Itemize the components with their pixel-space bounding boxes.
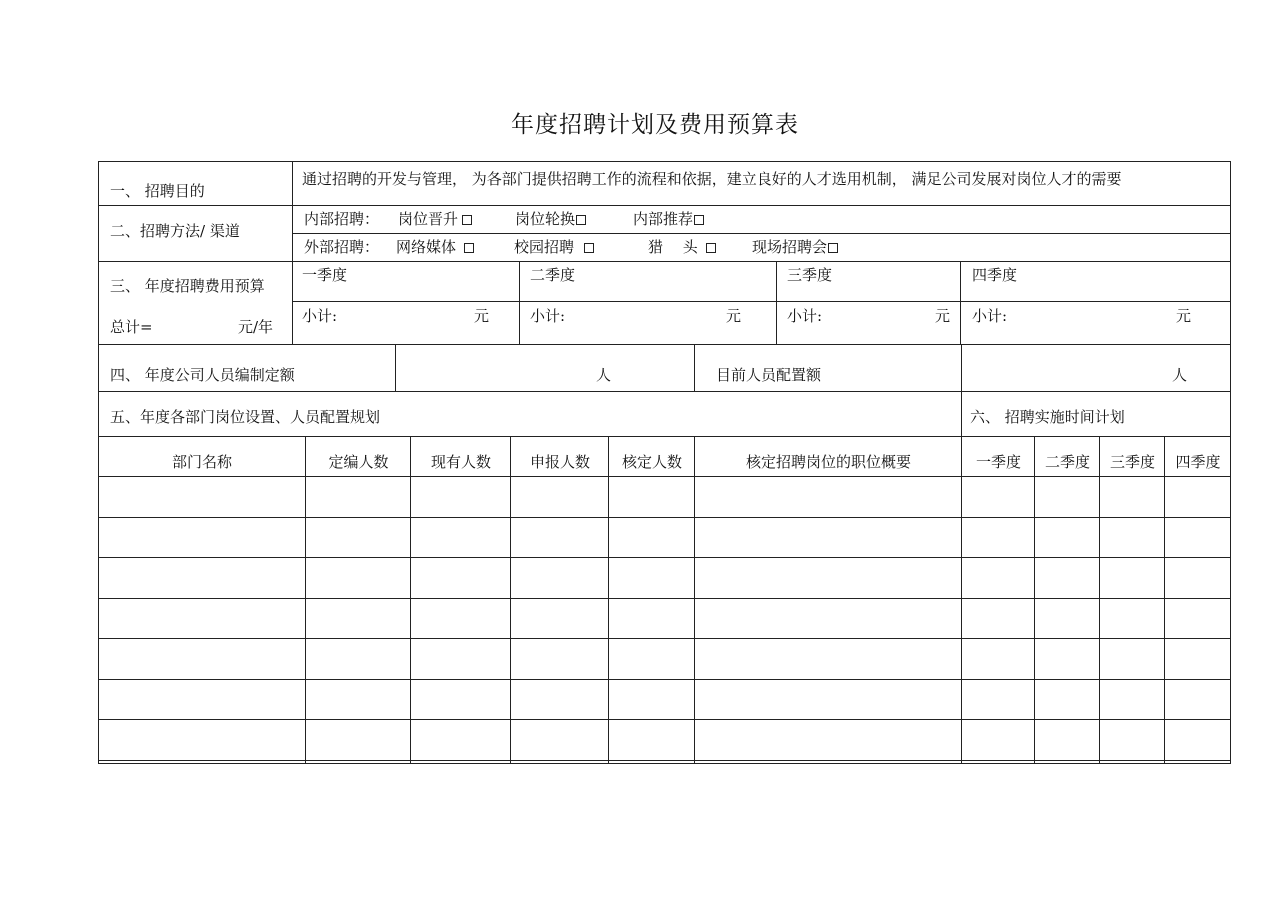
option-promotion[interactable] bbox=[398, 210, 472, 228]
rule-col-9 bbox=[1164, 436, 1165, 764]
checkbox-icon[interactable] bbox=[576, 215, 586, 225]
quota-unit: 人 bbox=[596, 366, 612, 384]
external-label: 外部招聘： bbox=[304, 238, 380, 256]
budget-total-label: 总计= bbox=[110, 318, 153, 336]
border-top bbox=[98, 161, 1231, 162]
rule-s4-c bbox=[961, 344, 962, 391]
rule-row-3 bbox=[98, 261, 1231, 262]
rule-s4-a bbox=[395, 344, 396, 391]
quarter-3-label: 三季度 bbox=[787, 266, 833, 284]
rule-q3-q4 bbox=[960, 261, 961, 344]
option-rotation-label: 岗位轮换 bbox=[515, 210, 576, 228]
checkbox-icon[interactable] bbox=[464, 243, 474, 253]
rule-q1-q2 bbox=[519, 261, 520, 344]
header-approved: 核定人数 bbox=[621, 453, 682, 471]
rule-data-4 bbox=[98, 598, 1231, 599]
rule-col-7 bbox=[1034, 436, 1035, 764]
option-online-media[interactable] bbox=[396, 238, 474, 256]
q4-subtotal-unit: 元 bbox=[1176, 307, 1192, 325]
rule-row-2 bbox=[98, 205, 1231, 206]
checkbox-icon[interactable] bbox=[828, 243, 838, 253]
header-authorized: 定编人数 bbox=[328, 453, 389, 471]
header-requested: 申报人数 bbox=[529, 453, 590, 471]
rule-row-header bbox=[98, 436, 1231, 437]
header-q3: 三季度 bbox=[1109, 453, 1155, 471]
option-campus[interactable] bbox=[514, 238, 594, 256]
checkbox-icon[interactable] bbox=[694, 215, 704, 225]
option-online-media-label: 网络媒体 bbox=[396, 238, 457, 256]
section4-label: 四、 年度公司人员编制定额 bbox=[110, 366, 295, 384]
rule-col-8 bbox=[1099, 436, 1100, 764]
rule-row-3b bbox=[292, 301, 1231, 302]
rule-data-1 bbox=[98, 476, 1231, 477]
q4-subtotal-label: 小计: bbox=[972, 307, 1008, 325]
quarter-1-label: 一季度 bbox=[302, 266, 348, 284]
option-headhunter[interactable] bbox=[648, 238, 716, 256]
header-q4: 四季度 bbox=[1175, 453, 1221, 471]
section1-content: 通过招聘的开发与管理， 为各部门提供招聘工作的流程和依据，建立良好的人才选用机制， 满足公司发展对岗位人才的需要 bbox=[302, 170, 1122, 188]
quarter-4-label: 四季度 bbox=[972, 266, 1018, 284]
header-position-summary: 核定招聘岗位的职位概要 bbox=[745, 453, 911, 471]
rule-row-4 bbox=[98, 344, 1231, 345]
budget-form-table bbox=[98, 161, 1231, 764]
rule-data-5 bbox=[98, 638, 1231, 639]
option-job-fair-label: 现场招聘会 bbox=[752, 238, 828, 256]
header-q2: 二季度 bbox=[1044, 453, 1090, 471]
rule-label-col bbox=[292, 161, 293, 344]
rule-col-1 bbox=[305, 436, 306, 764]
section1-label: 一、 招聘目的 bbox=[110, 182, 205, 200]
rule-data-7 bbox=[98, 719, 1231, 720]
internal-label: 内部招聘： bbox=[304, 210, 380, 228]
rule-col-5 bbox=[694, 436, 695, 764]
section5-label: 五、年度各部门岗位设置、人员配置规划 bbox=[110, 408, 381, 426]
current-staff-unit: 人 bbox=[1172, 366, 1188, 384]
q2-subtotal-unit: 元 bbox=[726, 307, 742, 325]
rule-data-2 bbox=[98, 517, 1231, 518]
checkbox-icon[interactable] bbox=[462, 215, 472, 225]
rule-col-2 bbox=[410, 436, 411, 764]
section6-label: 六、 招聘实施时间计划 bbox=[970, 408, 1125, 426]
option-headhunter-label: 猎 头 bbox=[648, 238, 698, 256]
rule-s4-b bbox=[694, 344, 695, 391]
section3-label: 三、 年度招聘费用预算 bbox=[110, 277, 265, 295]
current-staff-label: 目前人员配置额 bbox=[716, 366, 822, 384]
budget-total-unit: 元/年 bbox=[238, 318, 274, 336]
checkbox-icon[interactable] bbox=[706, 243, 716, 253]
rule-col-6 bbox=[961, 436, 962, 764]
rule-row-2b bbox=[292, 233, 1231, 234]
header-q1: 一季度 bbox=[975, 453, 1021, 471]
q1-subtotal-unit: 元 bbox=[474, 307, 490, 325]
q3-subtotal-unit: 元 bbox=[935, 307, 951, 325]
option-referral-label: 内部推荐 bbox=[633, 210, 694, 228]
rule-bottom-double bbox=[98, 760, 1231, 761]
rule-q2-q3 bbox=[776, 261, 777, 344]
q1-subtotal-label: 小计: bbox=[302, 307, 338, 325]
q3-subtotal-label: 小计: bbox=[787, 307, 823, 325]
option-rotation[interactable] bbox=[515, 210, 586, 228]
header-department: 部门名称 bbox=[171, 453, 232, 471]
option-referral[interactable] bbox=[633, 210, 704, 228]
rule-col-4 bbox=[608, 436, 609, 764]
rule-data-3 bbox=[98, 557, 1231, 558]
q2-subtotal-label: 小计: bbox=[530, 307, 566, 325]
rule-col-3 bbox=[510, 436, 511, 764]
rule-data-6 bbox=[98, 679, 1231, 680]
option-campus-label: 校园招聘 bbox=[514, 238, 575, 256]
option-promotion-label: 岗位晋升 bbox=[398, 210, 459, 228]
border-bottom bbox=[98, 763, 1231, 764]
rule-row-5 bbox=[98, 391, 1231, 392]
page-title: 年度招聘计划及费用预算表 bbox=[511, 112, 799, 138]
option-job-fair[interactable] bbox=[752, 238, 838, 256]
header-current: 现有人数 bbox=[430, 453, 491, 471]
quarter-2-label: 二季度 bbox=[530, 266, 576, 284]
checkbox-icon[interactable] bbox=[584, 243, 594, 253]
section2-label: 二、招聘方法/ 渠道 bbox=[110, 222, 240, 240]
rule-s5-s6 bbox=[961, 391, 962, 436]
